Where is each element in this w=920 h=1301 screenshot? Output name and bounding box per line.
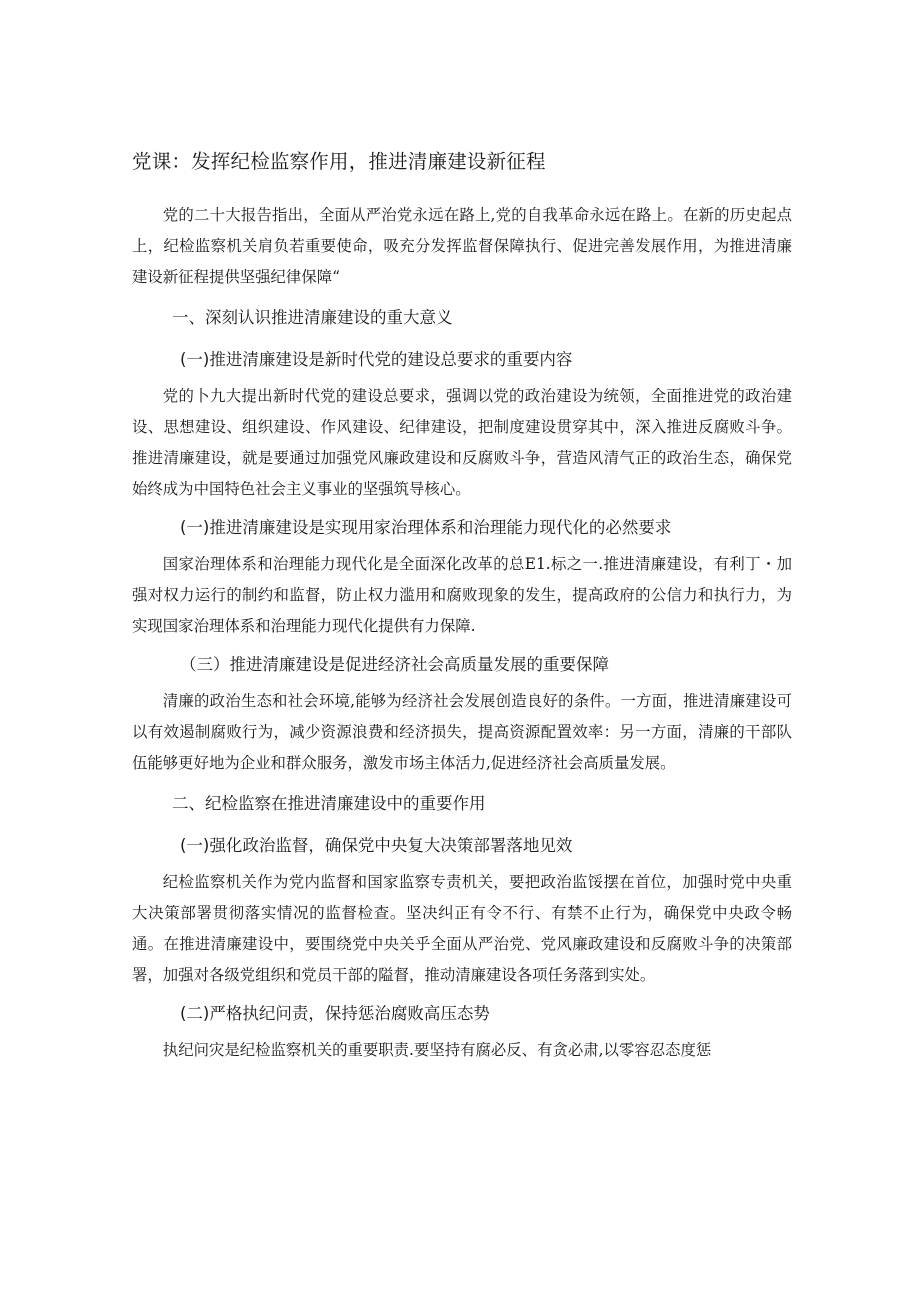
section-1-sub-3-paragraph: 清廉的政治生态和社会环境,能够为经济社会发展创造良好的条件。一方面，推进清廉建设可以有效遏制腐败行为，减少资源浪费和经济损失，提高资源配置效率：另一方面，清廉的干部队伍能够更好地为企业和群众服务，激发市场主体活力,促进经济社会高质量发展。 (132, 692, 792, 772)
section-1-sub-1-paragraph: 党的卜九大提出新时代党的建设总要求，强调以党的政治建设为统领，全面推进党的政治建设、思想建设、组织建设、作风建设、纪律建设，把制度建设贯穿其中，深入推进反腐败斗争。推进清廉建设，就是要通过加强党风廉政建设和反腐败斗争，营造风清气正的政治生态，确保党始终成为中国特色社会主义事业的坚强筑导核心。 (132, 387, 792, 498)
section-1-sub-2-paragraph: 国家治理体系和治理能力现代化是全面深化改革的总E1.标之一.推进清廉建设，有利丁・加强对权力运行的制约和监督，防止权力滥用和腐败现象的发生，提高政府的公信力和执行力，为实现国家治理体系和治理能力现代化提供有力保障. (132, 555, 792, 635)
section-2-sub-1-paragraph: 纪检监察机关作为党内监督和国家监察专责机关，要把政治监馁摆在首位，加强时党中央重大决策部署贯彻落实情况的监督检查。坚决纠正有令不行、有禁不止行为，确保党中央政令畅通。在推进清廉建设中，要围绕党中央关乎全面从严治党、党风廉政建设和反腐败斗争的决策部署，加强对各级党组织和党员干部的隘督，推动清廉建设各项任务落到实处。 (132, 873, 792, 984)
document-body (132, 146, 792, 1066)
section-1-sub-2-heading: (一)推进清廉建设是实现用家治理体系和治理能力现代化的必然要求 (180, 518, 672, 537)
section-2-sub-2-paragraph: 执纪问灾是纪检监察机关的重要职责.要坚持有腐必反、有贪必肃,以零容忍态度惩 (162, 1041, 712, 1059)
section-2-heading: 二、纪检监察在推进清廉建设中的重要作用 (172, 794, 486, 813)
section-1-sub-1-heading: (一)推进清廉建设是新时代党的建设总要求的重要内容 (180, 350, 573, 369)
section-1-sub-3-heading: （三）推进清廉建设是促进经济社会高质量发展的重要保障 (180, 655, 609, 674)
section-2-sub-2-heading: (二)严格执纪问责，保持惩治腐败高压态势 (180, 1004, 490, 1023)
document-title: 党课：发挥纪检监察作用，推进清廉建设新征程 (132, 150, 546, 173)
section-1-heading: 一、深刻认识推进清廉建设的重大意义 (172, 308, 453, 327)
intro-paragraph: 党的二十大报告指出，全面从严治党永远在路上,党的自我革命永远在路上。在新的历史起点上，纪检监察机关肩负若重要使命，吸充分发挥监督保障执行、促进完善发展作用，为推进清廉建设新征程提供坚强纪律保障“ (132, 206, 792, 286)
section-2-sub-1-heading: (一)强化政治监督，确保党中央复大决策部署落地见效 (180, 836, 573, 855)
